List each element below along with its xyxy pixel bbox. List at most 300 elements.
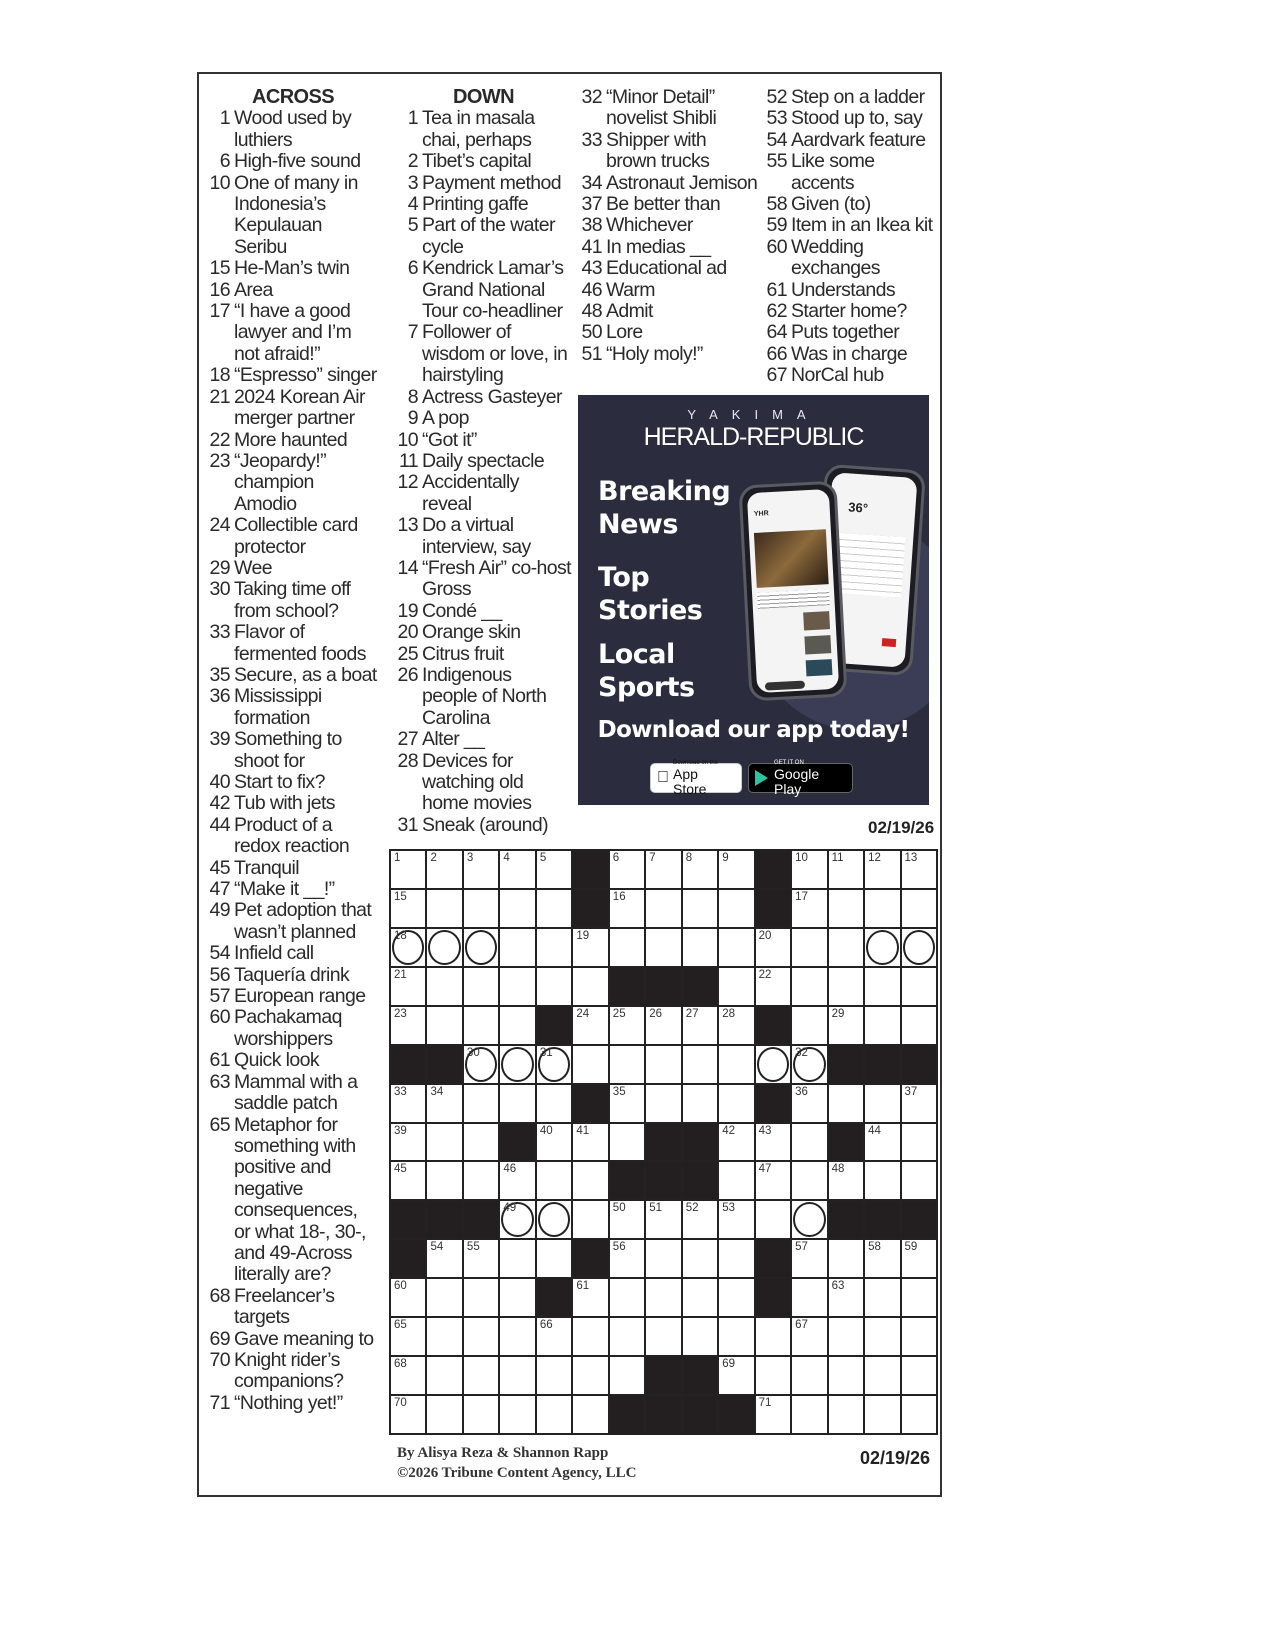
grid-cell[interactable]	[646, 929, 680, 966]
grid-cell[interactable]	[829, 1085, 863, 1122]
grid-cell[interactable]	[756, 1396, 790, 1433]
grid-cell[interactable]	[610, 1318, 644, 1355]
grid-cell[interactable]	[464, 1162, 498, 1199]
grid-cell[interactable]	[792, 1318, 826, 1355]
clue-text: Pet adoption that wasn’t planned	[234, 899, 372, 943]
grid-cell[interactable]	[427, 1357, 461, 1394]
clue-item[interactable]	[208, 729, 378, 772]
grid-cell[interactable]	[464, 1396, 498, 1433]
clue-text: “I have a good lawyer and I’m not afraid!”	[234, 300, 352, 365]
grid-cell[interactable]	[756, 968, 790, 1005]
grid-cell[interactable]	[683, 1318, 717, 1355]
grid-cell[interactable]	[829, 1007, 863, 1044]
clue-item[interactable]	[396, 622, 571, 643]
grid-cell[interactable]	[573, 1124, 607, 1161]
clue-item[interactable]	[208, 986, 378, 1007]
grid-cell[interactable]	[902, 929, 936, 966]
grid-cell[interactable]	[464, 1357, 498, 1394]
grid-cell[interactable]	[464, 851, 498, 888]
clue-item[interactable]	[208, 108, 378, 151]
ad-cta-text: Download our app today!	[597, 717, 910, 743]
ad-city: YAKIMA	[687, 407, 820, 422]
cell-number: 71	[758, 1397, 772, 1410]
grid-cell[interactable]	[792, 1201, 826, 1238]
clue-text: Lore	[606, 321, 643, 344]
grid-cell[interactable]	[427, 1240, 461, 1277]
grid-cell[interactable]	[646, 1046, 680, 1083]
grid-cell[interactable]	[719, 1240, 753, 1277]
clue-number: 15	[209, 257, 230, 280]
grid-cell[interactable]	[865, 968, 899, 1005]
grid-cell[interactable]	[865, 1085, 899, 1122]
grid-cell[interactable]	[573, 1046, 607, 1083]
grid-cell[interactable]	[902, 1124, 936, 1161]
grid-cell[interactable]	[719, 1085, 753, 1122]
grid-cell[interactable]	[792, 1162, 826, 1199]
grid-cell[interactable]	[427, 1162, 461, 1199]
grid-cell[interactable]	[464, 1085, 498, 1122]
grid-cell[interactable]	[756, 1124, 790, 1161]
grid-cell[interactable]	[792, 968, 826, 1005]
grid-cell[interactable]	[829, 851, 863, 888]
grid-cell[interactable]	[683, 929, 717, 966]
clue-item[interactable]	[208, 280, 378, 301]
clue-item[interactable]	[208, 943, 378, 964]
black-square	[756, 890, 790, 927]
clue-number: 19	[397, 599, 418, 622]
clue-item[interactable]	[396, 173, 571, 194]
clue-number: 36	[209, 685, 230, 708]
grid-cell[interactable]	[610, 1124, 644, 1161]
clue-item[interactable]	[765, 365, 940, 386]
clue-item[interactable]	[208, 151, 378, 172]
grid-cell[interactable]	[391, 1357, 425, 1394]
clue-item[interactable]	[396, 430, 571, 451]
grid-cell[interactable]	[865, 1396, 899, 1433]
grid-cell[interactable]	[865, 890, 899, 927]
grid-cell[interactable]	[537, 1396, 571, 1433]
clue-item[interactable]	[208, 301, 378, 365]
clue-item[interactable]	[208, 258, 378, 279]
clue-number: 11	[398, 449, 418, 472]
grid-cell[interactable]	[902, 1162, 936, 1199]
grid-cell[interactable]	[610, 1085, 644, 1122]
grid-cell[interactable]	[719, 1162, 753, 1199]
clue-item[interactable]	[208, 1115, 378, 1286]
grid-cell[interactable]	[500, 1201, 534, 1238]
grid-cell[interactable]	[427, 1124, 461, 1161]
grid-cell[interactable]	[537, 1085, 571, 1122]
grid-cell[interactable]	[464, 1046, 498, 1083]
grid-cell[interactable]	[500, 890, 534, 927]
grid-cell[interactable]	[756, 1162, 790, 1199]
grid-cell[interactable]	[500, 1162, 534, 1199]
clue-item[interactable]	[208, 793, 378, 814]
grid-cell[interactable]	[610, 1046, 644, 1083]
app-advertisement[interactable]	[578, 395, 929, 805]
cell-number: 24	[576, 1007, 590, 1020]
clue-item[interactable]	[396, 451, 571, 472]
grid-cell[interactable]	[464, 929, 498, 966]
grid-cell[interactable]	[500, 968, 534, 1005]
grid-cell[interactable]	[427, 1085, 461, 1122]
clue-item[interactable]	[580, 237, 760, 258]
clue-item[interactable]	[208, 1050, 378, 1071]
grid-cell[interactable]	[391, 1007, 425, 1044]
clue-item[interactable]	[396, 601, 571, 622]
clue-item[interactable]	[765, 215, 940, 236]
clue-item[interactable]	[208, 1286, 378, 1329]
clue-item[interactable]	[208, 579, 378, 622]
grid-cell[interactable]	[391, 1279, 425, 1316]
grid-cell[interactable]	[646, 1007, 680, 1044]
clue-item[interactable]	[396, 558, 571, 601]
clue-item[interactable]	[765, 108, 940, 129]
grid-cell[interactable]	[464, 968, 498, 1005]
grid-cell[interactable]	[391, 929, 425, 966]
grid-cell[interactable]	[683, 1201, 717, 1238]
clue-number: 23	[209, 449, 230, 472]
clue-item[interactable]	[208, 622, 378, 665]
clue-text: High-five sound	[234, 150, 361, 173]
grid-cell[interactable]	[683, 1085, 717, 1122]
grid-cell[interactable]	[464, 1318, 498, 1355]
grid-cell[interactable]	[865, 1279, 899, 1316]
clue-item[interactable]	[580, 322, 760, 343]
grid-cell[interactable]	[646, 1318, 680, 1355]
clue-number: 27	[397, 728, 418, 751]
clue-item[interactable]	[396, 258, 571, 322]
grid-cell[interactable]	[646, 851, 680, 888]
clue-item[interactable]	[208, 558, 378, 579]
grid-cell[interactable]	[610, 1240, 644, 1277]
grid-cell[interactable]	[792, 1396, 826, 1433]
grid-cell[interactable]	[500, 1396, 534, 1433]
black-square	[610, 968, 644, 1005]
app-store-badge[interactable]: Download on the App Store	[650, 763, 742, 793]
grid-cell[interactable]	[573, 968, 607, 1005]
grid-cell[interactable]	[829, 1396, 863, 1433]
grid-cell[interactable]	[719, 1279, 753, 1316]
clue-item[interactable]	[765, 344, 940, 365]
grid-cell[interactable]	[391, 1162, 425, 1199]
clue-item[interactable]	[396, 194, 571, 215]
grid-cell[interactable]	[829, 1240, 863, 1277]
grid-cell[interactable]	[391, 1318, 425, 1355]
grid-cell[interactable]	[719, 1318, 753, 1355]
clue-item[interactable]	[396, 515, 571, 558]
clue-item[interactable]	[396, 665, 571, 729]
grid-cell[interactable]	[865, 1357, 899, 1394]
clue-item[interactable]	[580, 215, 760, 236]
clue-number: 17	[209, 300, 230, 323]
grid-cell[interactable]	[646, 1279, 680, 1316]
clue-number: 6	[407, 257, 418, 280]
clue-item[interactable]	[208, 430, 378, 451]
grid-cell[interactable]	[829, 1162, 863, 1199]
grid-cell[interactable]	[573, 1357, 607, 1394]
clue-number: 40	[209, 771, 230, 793]
grid-cell[interactable]	[427, 968, 461, 1005]
grid-cell[interactable]	[427, 1396, 461, 1433]
grid-cell[interactable]	[683, 1046, 717, 1083]
crossword-grid[interactable]	[389, 849, 938, 1435]
clue-item[interactable]	[208, 515, 378, 558]
clue-item[interactable]	[208, 815, 378, 858]
grid-cell[interactable]	[829, 1318, 863, 1355]
grid-cell[interactable]	[792, 1279, 826, 1316]
grid-cell[interactable]	[646, 1085, 680, 1122]
grid-cell[interactable]	[610, 851, 644, 888]
clue-item[interactable]	[208, 451, 378, 515]
grid-cell[interactable]	[464, 1124, 498, 1161]
black-square	[427, 1046, 461, 1083]
grid-cell[interactable]	[719, 890, 753, 927]
grid-cell[interactable]	[537, 1124, 571, 1161]
clue-item[interactable]	[208, 858, 378, 879]
cell-number: 29	[831, 1007, 845, 1020]
grid-cell[interactable]	[610, 890, 644, 927]
clue-item[interactable]	[208, 365, 378, 386]
grid-cell[interactable]	[756, 929, 790, 966]
grid-cell[interactable]	[537, 890, 571, 927]
grid-cell[interactable]	[646, 1201, 680, 1238]
clue-item[interactable]	[765, 130, 940, 151]
grid-cell[interactable]	[537, 1046, 571, 1083]
grid-cell[interactable]	[719, 1124, 753, 1161]
grid-cell[interactable]	[537, 851, 571, 888]
grid-cell[interactable]	[683, 851, 717, 888]
clue-item[interactable]	[208, 1393, 378, 1414]
grid-cell[interactable]	[902, 1357, 936, 1394]
black-square	[573, 851, 607, 888]
grid-cell[interactable]	[391, 968, 425, 1005]
grid-cell[interactable]	[464, 1240, 498, 1277]
clue-item[interactable]	[396, 387, 571, 408]
grid-cell[interactable]	[646, 1240, 680, 1277]
grid-cell[interactable]	[537, 1318, 571, 1355]
clue-number: 45	[209, 856, 230, 879]
grid-cell[interactable]	[719, 1046, 753, 1083]
grid-cell[interactable]	[792, 1240, 826, 1277]
grid-cell[interactable]	[610, 929, 644, 966]
grid-cell[interactable]	[573, 929, 607, 966]
clue-item[interactable]	[580, 87, 760, 130]
grid-cell[interactable]	[427, 851, 461, 888]
clue-item[interactable]	[208, 965, 378, 986]
google-play-badge[interactable]: GET IT ON Google Play	[748, 763, 853, 793]
grid-cell[interactable]	[500, 1240, 534, 1277]
grid-cell[interactable]	[829, 968, 863, 1005]
clue-number: 1	[407, 107, 418, 130]
clue-item[interactable]	[208, 1329, 378, 1350]
grid-cell[interactable]	[391, 1085, 425, 1122]
clue-item[interactable]	[396, 729, 571, 750]
grid-cell[interactable]	[391, 851, 425, 888]
grid-cell[interactable]	[865, 929, 899, 966]
grid-cell[interactable]	[500, 1279, 534, 1316]
grid-cell[interactable]	[427, 1279, 461, 1316]
grid-cell[interactable]	[792, 1124, 826, 1161]
clue-item[interactable]	[208, 686, 378, 729]
grid-cell[interactable]	[756, 1318, 790, 1355]
grid-cell[interactable]	[792, 1357, 826, 1394]
grid-cell[interactable]	[792, 851, 826, 888]
grid-cell[interactable]	[537, 1240, 571, 1277]
grid-cell[interactable]	[792, 1085, 826, 1122]
grid-cell[interactable]	[537, 1201, 571, 1238]
grid-cell[interactable]	[865, 1318, 899, 1355]
clue-item[interactable]	[580, 173, 760, 194]
grid-cell[interactable]	[391, 890, 425, 927]
grid-cell[interactable]	[500, 1085, 534, 1122]
grid-cell[interactable]	[573, 1318, 607, 1355]
grid-cell[interactable]	[865, 851, 899, 888]
clue-number: 24	[209, 514, 230, 537]
clue-item[interactable]	[396, 322, 571, 386]
grid-cell[interactable]	[573, 1007, 607, 1044]
cell-number: 60	[394, 1280, 407, 1293]
grid-cell[interactable]	[902, 1240, 936, 1277]
grid-cell[interactable]	[573, 1279, 607, 1316]
grid-cell[interactable]	[865, 1240, 899, 1277]
grid-cell[interactable]	[792, 929, 826, 966]
grid-cell[interactable]	[573, 1201, 607, 1238]
clue-item[interactable]	[208, 665, 378, 686]
grid-cell[interactable]	[719, 851, 753, 888]
clue-item[interactable]	[765, 280, 940, 301]
grid-cell[interactable]	[683, 1007, 717, 1044]
grid-cell[interactable]	[500, 1046, 534, 1083]
grid-cell[interactable]	[829, 929, 863, 966]
clue-item[interactable]	[396, 215, 571, 258]
grid-cell[interactable]	[537, 968, 571, 1005]
grid-cell[interactable]	[537, 1357, 571, 1394]
grid-cell[interactable]	[792, 1046, 826, 1083]
clue-item[interactable]	[396, 644, 571, 665]
grid-cell[interactable]	[646, 890, 680, 927]
grid-cell[interactable]	[610, 1279, 644, 1316]
grid-cell[interactable]	[391, 1124, 425, 1161]
clue-text: Understands	[791, 278, 895, 301]
grid-cell[interactable]	[683, 1279, 717, 1316]
grid-cell[interactable]	[427, 1007, 461, 1044]
grid-cell[interactable]	[537, 929, 571, 966]
grid-cell[interactable]	[719, 968, 753, 1005]
grid-cell[interactable]	[865, 1124, 899, 1161]
clue-text: Gave meaning to	[234, 1327, 374, 1350]
grid-cell[interactable]	[573, 1162, 607, 1199]
cell-number: 3	[466, 852, 474, 864]
grid-cell[interactable]	[902, 1318, 936, 1355]
grid-cell[interactable]	[500, 1357, 534, 1394]
grid-cell[interactable]	[610, 1201, 644, 1238]
clue-item[interactable]	[580, 130, 760, 173]
clue-item[interactable]	[765, 194, 940, 215]
clue-item[interactable]	[580, 344, 760, 365]
grid-cell[interactable]	[537, 1162, 571, 1199]
black-square	[829, 1124, 863, 1161]
clue-item[interactable]	[765, 301, 940, 322]
clue-item[interactable]	[396, 815, 571, 836]
grid-cell[interactable]	[683, 890, 717, 927]
clue-item[interactable]	[396, 151, 571, 172]
clue-item[interactable]	[580, 258, 760, 279]
grid-cell[interactable]	[756, 1046, 790, 1083]
grid-cell[interactable]	[683, 1240, 717, 1277]
clue-item[interactable]	[396, 751, 571, 815]
grid-cell[interactable]	[902, 851, 936, 888]
grid-cell[interactable]	[719, 1007, 753, 1044]
grid-cell[interactable]	[829, 1279, 863, 1316]
grid-cell[interactable]	[500, 929, 534, 966]
grid-cell[interactable]	[756, 1357, 790, 1394]
grid-cell[interactable]	[902, 1007, 936, 1044]
grid-cell[interactable]	[464, 890, 498, 927]
clue-item[interactable]	[396, 108, 571, 151]
clue-item[interactable]	[208, 900, 378, 943]
grid-cell[interactable]	[719, 929, 753, 966]
grid-cell[interactable]	[902, 1396, 936, 1433]
clue-item[interactable]	[396, 408, 571, 429]
clue-item[interactable]	[580, 280, 760, 301]
grid-cell[interactable]	[500, 851, 534, 888]
grid-cell[interactable]	[391, 1396, 425, 1433]
clue-item[interactable]	[580, 301, 760, 322]
clue-item[interactable]	[765, 87, 940, 108]
clue-text: Stood up to, say	[791, 107, 923, 130]
grid-cell[interactable]	[829, 1357, 863, 1394]
grid-cell[interactable]	[610, 1007, 644, 1044]
clue-item[interactable]	[208, 1350, 378, 1393]
grid-cell[interactable]	[902, 968, 936, 1005]
clue-item[interactable]	[208, 879, 378, 900]
clue-item[interactable]	[208, 173, 378, 259]
clue-item[interactable]	[208, 387, 378, 430]
clue-text: “Got it”	[422, 428, 477, 451]
clue-item[interactable]	[208, 772, 378, 793]
grid-cell[interactable]	[427, 929, 461, 966]
grid-cell[interactable]	[500, 1007, 534, 1044]
grid-cell[interactable]	[573, 1396, 607, 1433]
grid-cell[interactable]	[610, 1357, 644, 1394]
grid-cell[interactable]	[464, 1279, 498, 1316]
grid-cell[interactable]	[902, 1279, 936, 1316]
grid-cell[interactable]	[792, 1007, 826, 1044]
grid-cell[interactable]	[756, 1201, 790, 1238]
grid-cell[interactable]	[902, 890, 936, 927]
grid-cell[interactable]	[829, 890, 863, 927]
grid-cell[interactable]	[719, 1201, 753, 1238]
grid-cell[interactable]	[902, 1085, 936, 1122]
grid-cell[interactable]	[427, 890, 461, 927]
clue-item[interactable]	[208, 1072, 378, 1115]
clue-number: 68	[209, 1284, 230, 1307]
clue-item[interactable]	[765, 322, 940, 343]
clue-item[interactable]	[765, 237, 940, 280]
grid-cell[interactable]	[719, 1357, 753, 1394]
grid-cell[interactable]	[865, 1162, 899, 1199]
clue-item[interactable]	[765, 151, 940, 194]
grid-cell[interactable]	[792, 890, 826, 927]
grid-cell[interactable]	[865, 1007, 899, 1044]
clue-item[interactable]	[580, 194, 760, 215]
grid-cell[interactable]	[427, 1318, 461, 1355]
grid-cell[interactable]	[464, 1007, 498, 1044]
clue-item[interactable]	[208, 1007, 378, 1050]
clue-item[interactable]	[396, 472, 571, 515]
grid-cell[interactable]	[500, 1318, 534, 1355]
